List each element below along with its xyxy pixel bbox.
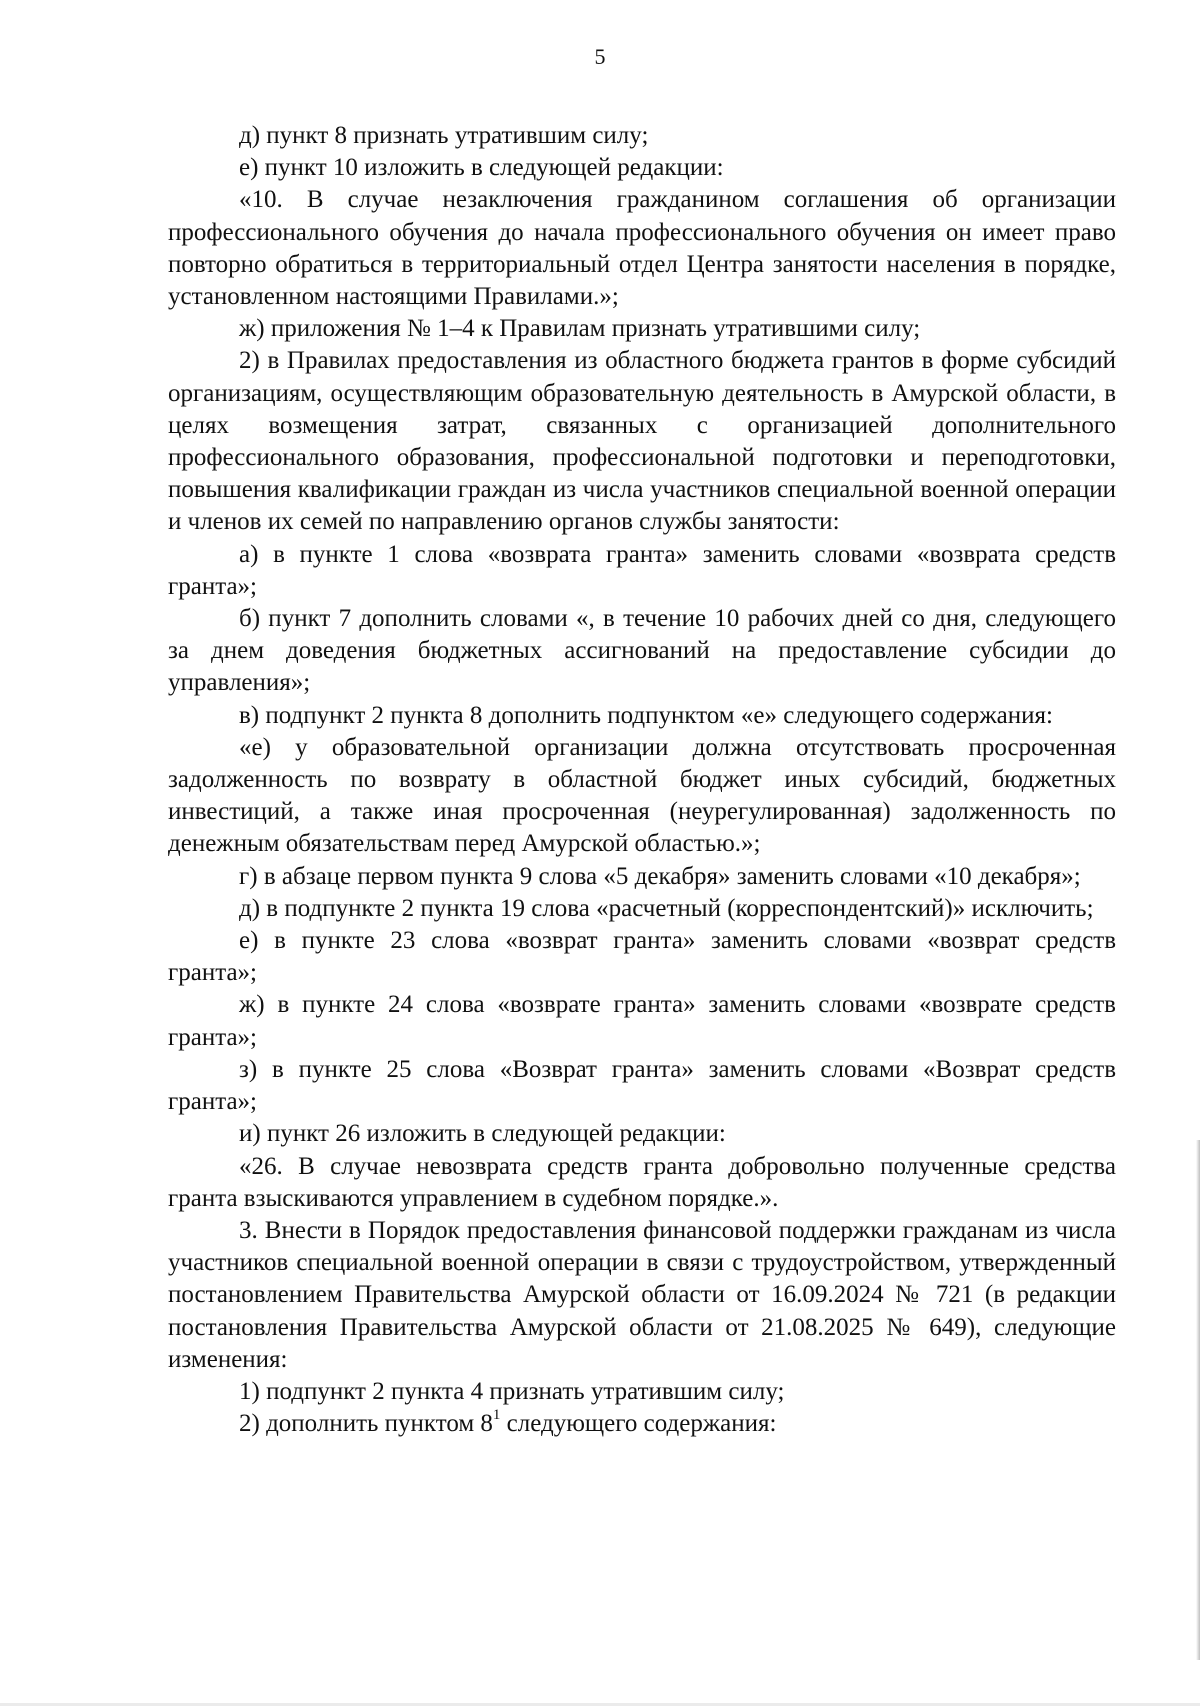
paragraph: 1) подпункт 2 пункта 4 признать утратившим силу; [239, 1377, 785, 1405]
paragraph-last-tail: следующего содержания: [500, 1410, 777, 1438]
paragraph: «10. В случае незаключения гражданином соглашения об организации профессионального обучения до начала профессионального обучения он имеет право повторно обратиться в территориальный отдел Центра занятости населения в порядке, установленном настоящими Правилами.»; [168, 186, 1116, 311]
paragraph: г) в абзаце первом пункта 9 слова «5 декабря» заменить словами «10 декабря»; [239, 862, 1081, 890]
paragraph-last-text: 2) дополнить пунктом 8 [239, 1410, 493, 1438]
paragraph: 3. Внести в Порядок предоставления финансовой поддержки гражданам из числа участников специальной военной операции в связи с трудоустройством, утвержденный постановлением Правительства Амурской области от 16.09.2024 № 721 (в редакции постановления Правительства Амурской области от 21.08.2025 № 649), следующие изменения: [168, 1216, 1116, 1373]
scan-edge-shadow [1196, 1140, 1200, 1660]
paragraph: д) в подпункте 2 пункта 19 слова «расчетный (корреспондентский)» исключить; [239, 894, 1094, 922]
paragraph-last [168, 1408, 1116, 1440]
paragraph: ж) приложения № 1–4 к Правилам признать утратившими силу; [239, 315, 921, 343]
superscript-index: 1 [492, 1407, 501, 1424]
paragraph: з) в пункте 25 слова «Возврат гранта» заменить словами «Возврат средств гранта»; [168, 1055, 1116, 1116]
paragraph: е) пункт 10 изложить в следующей редакции: [239, 154, 724, 182]
paragraph: «е) у образовательной организации должна отсутствовать просроченная задолженность по возврату в областной бюджет иных субсидий, бюджетных инвестиций, а также иная просроченная (неурегулированная) задолженность по денежным обязательствам перед Амурской областью.»; [168, 733, 1116, 858]
paragraph: в) подпункт 2 пункта 8 дополнить подпунктом «е» следующего содержания: [239, 701, 1053, 729]
paragraph: е) в пункте 23 слова «возврат гранта» заменить словами «возврат средств гранта»; [168, 927, 1116, 987]
document-body [168, 120, 1116, 1440]
paragraph: «26. В случае невозврата средств гранта добровольно полученные средства гранта взыскиваются управлением в судебном порядке.». [168, 1152, 1116, 1212]
paragraph: 2) в Правилах предоставления из областного бюджета грантов в форме субсидий организациям, осуществляющим образовательную деятельность в Амурской области, в целях возмещения затрат, связанных с организацией дополнительного профессионального образования, профессиональной подготовки и переподготовки, повышения квалификации граждан из числа участников специальной военной операции и членов их семей по направлению органов службы занятости: [168, 347, 1116, 536]
paragraph: ж) в пункте 24 слова «возврате гранта» заменить словами «возврате средств гранта»; [168, 991, 1116, 1051]
page-number: 5 [594, 44, 606, 69]
paragraph: и) пункт 26 изложить в следующей редакции: [239, 1120, 726, 1148]
paragraph: б) пункт 7 дополнить словами «, в течение 10 рабочих дней со дня, следующего за днем доведения бюджетных ассигнований на предоставление субсидии до управления»; [168, 605, 1116, 697]
paragraph: д) пункт 8 признать утратившим силу; [239, 122, 649, 149]
paragraph: а) в пункте 1 слова «возврата гранта» заменить словами «возврата средств гранта»; [168, 540, 1116, 600]
